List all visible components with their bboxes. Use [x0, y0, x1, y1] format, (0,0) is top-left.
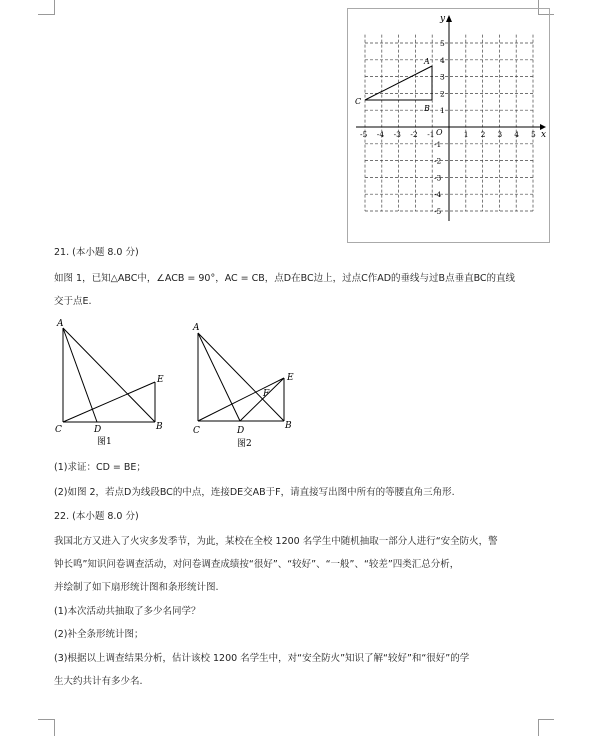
figure-2 [188, 318, 308, 456]
q21-text-line2: 交于点E. [54, 296, 92, 307]
fig2-label-b: B [285, 421, 292, 431]
fig1-segment-ad [63, 328, 97, 422]
origin-label: O [436, 128, 443, 137]
x-tick-label: 2 [480, 130, 486, 139]
fig1-segment-ce [63, 382, 155, 422]
y-tick-label: 1 [440, 106, 445, 116]
y-tick-label: -1 [434, 139, 442, 149]
coordinate-grid-svg [348, 9, 551, 244]
corner-mark-bottom-left [38, 719, 54, 720]
y-tick-label: -2 [434, 156, 442, 166]
q22-text-line2: 钟长鸣”知识问卷调查活动，对问卷调查成绩按“很好”、“较好”、“一般”、“较差”四类汇总分析， [54, 559, 460, 570]
y-tick-label: 3 [440, 72, 445, 82]
y-tick-label: -4 [434, 190, 442, 200]
q22-part3: (3)根据以上调查结果分析，估计该校 1200 名学生中，对“安全防火”知识了解“较好”和“很好”的学 [54, 653, 470, 664]
x-tick-label: -3 [393, 130, 401, 139]
fig2-caption: 图2 [237, 439, 252, 449]
corner-mark-bottom-right [538, 719, 539, 736]
fig2-label-e: E [287, 373, 294, 383]
fig2-label-a: A [193, 323, 200, 333]
x-axis-label: x [541, 130, 547, 140]
q21-part2: (2)如图 2，若点D为线段BC的中点，连接DE交AB于F，请直接写出图中所有的等腰直角三角形. [54, 487, 455, 498]
q22-part2: (2)补全条形统计图； [54, 629, 144, 640]
corner-mark-bottom-left [54, 719, 55, 736]
y-tick-label: -3 [434, 173, 442, 183]
x-tick-label: -4 [376, 130, 385, 139]
x-tick-label: 5 [531, 130, 536, 139]
x-tick-label: -1 [427, 130, 435, 139]
corner-mark-top-left [54, 0, 55, 15]
fig1-segment-ab [63, 328, 155, 422]
y-tick-label: 2 [440, 89, 445, 99]
point-b-label: B [424, 104, 430, 113]
y-axis-arrow [446, 15, 452, 22]
q22-part1: (1)本次活动共抽取了多少名同学？ [54, 606, 201, 617]
y-tick-label: 5 [440, 39, 445, 48]
x-tick-label: -5 [360, 130, 368, 139]
x-tick-label: 4 [514, 130, 519, 139]
fig2-label-c: C [193, 426, 200, 436]
y-tick-label: -5 [434, 207, 442, 216]
q22-header: 22. (本小题 8.0 分) [54, 511, 139, 522]
q21-text-line1: 如图 1，已知△ABC中，∠ACB = 90°，AC = CB，点D在BC边上，过点C作AD的垂线与过B点垂直BC的直线 [54, 273, 516, 284]
fig1-label-a: A [57, 319, 64, 329]
point-c-label: C [355, 97, 362, 106]
q22-part3-line2: 生大约共计有多少名. [54, 676, 143, 687]
fig1-caption: 图1 [97, 437, 112, 447]
corner-mark-top-left [38, 14, 54, 15]
fig1-label-e: E [157, 375, 164, 385]
fig1-label-d: D [94, 425, 102, 435]
point-a-label: A [424, 57, 430, 66]
y-axis-label: y [440, 14, 446, 24]
q22-text-line1: 我国北方又进入了火灾多发季节，为此，某校在全校 1200 名学生中随机抽取一部分人进行“安全防火，警 [54, 536, 498, 547]
x-tick-label: 1 [463, 130, 469, 139]
fig2-segment-ad [198, 333, 240, 421]
x-tick-label: -2 [410, 130, 418, 139]
fig1-label-c: C [55, 425, 62, 435]
fig2-segment-ab [198, 333, 284, 421]
fig2-label-f: F [263, 389, 270, 399]
x-tick-label: 3 [497, 130, 503, 139]
coordinate-grid-figure [347, 8, 550, 243]
y-tick-label: 4 [440, 55, 445, 65]
q22-text-line3: 并绘制了如下扇形统计图和条形统计图. [54, 582, 219, 593]
q21-part1: (1)求证：CD = BE； [54, 462, 146, 473]
corner-mark-bottom-right [538, 719, 554, 720]
fig1-label-b: B [156, 422, 163, 432]
fig2-segment-ce [198, 378, 284, 421]
q21-header: 21. (本小题 8.0 分) [54, 247, 139, 258]
fig2-label-d: D [237, 426, 245, 436]
figure-1 [50, 314, 175, 452]
